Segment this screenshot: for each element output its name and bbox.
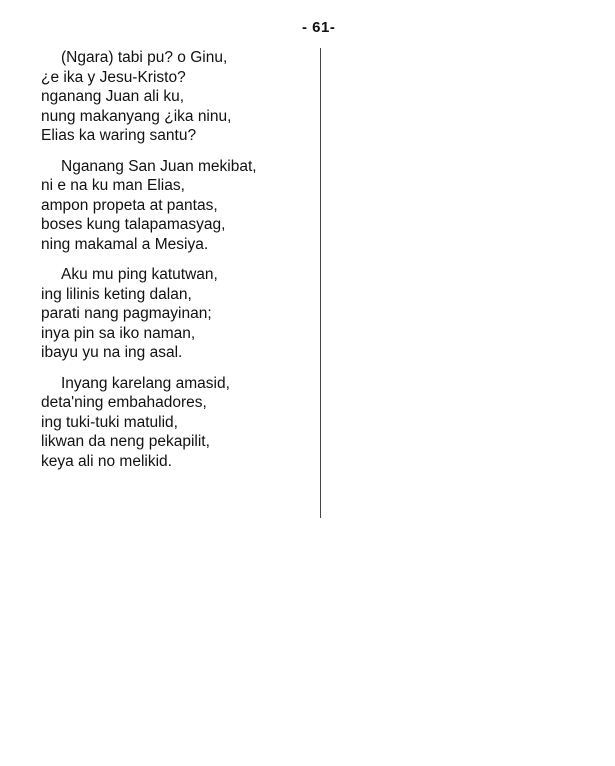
poem-line: Aku mu ping katutwan, bbox=[61, 266, 218, 283]
poem-line: deta'ning embahadores, bbox=[41, 394, 207, 411]
poem-line: nganang Juan ali ku, bbox=[41, 88, 185, 105]
poem-line: keya ali no melikid. bbox=[41, 452, 172, 470]
poem-line: inya pin sa iko naman, bbox=[41, 324, 196, 342]
stanza-2 bbox=[41, 157, 316, 255]
poem-line: parati nang pagmayinan; bbox=[41, 305, 212, 322]
stanza-4 bbox=[41, 374, 316, 472]
poem-line: nung makanyang ¿ika ninu, bbox=[41, 107, 232, 125]
stanza-3 bbox=[41, 265, 316, 363]
poem-line: ibayu yu na ing asal. bbox=[41, 344, 183, 361]
poem-line: Nganang San Juan mekibat, bbox=[61, 157, 257, 175]
poem-line: ing lilinis keting dalan, bbox=[41, 285, 192, 303]
poem-body bbox=[41, 48, 316, 482]
stanza-1 bbox=[41, 48, 316, 146]
poem-line: likwan da neng pekapilit, bbox=[41, 433, 210, 450]
poem-line: ning makamal a Mesiya. bbox=[41, 235, 209, 253]
column-divider-line bbox=[320, 48, 321, 518]
poem-line: boses kung talapamasyag, bbox=[41, 216, 226, 233]
poem-line: ampon propeta at pantas, bbox=[41, 196, 218, 214]
poem-line: ing tuki-tuki matulid, bbox=[41, 413, 178, 431]
poem-line: Inyang karelang amasid, bbox=[61, 374, 230, 392]
poem-line: (Ngara) tabi pu? o Ginu, bbox=[61, 49, 228, 66]
poem-line: ni e na ku man Elias, bbox=[41, 177, 185, 194]
poem-line: ¿e ika y Jesu-Kristo? bbox=[41, 68, 186, 86]
page-number: - 61- bbox=[302, 19, 336, 36]
poem-line: Elias ka waring santu? bbox=[41, 127, 197, 144]
